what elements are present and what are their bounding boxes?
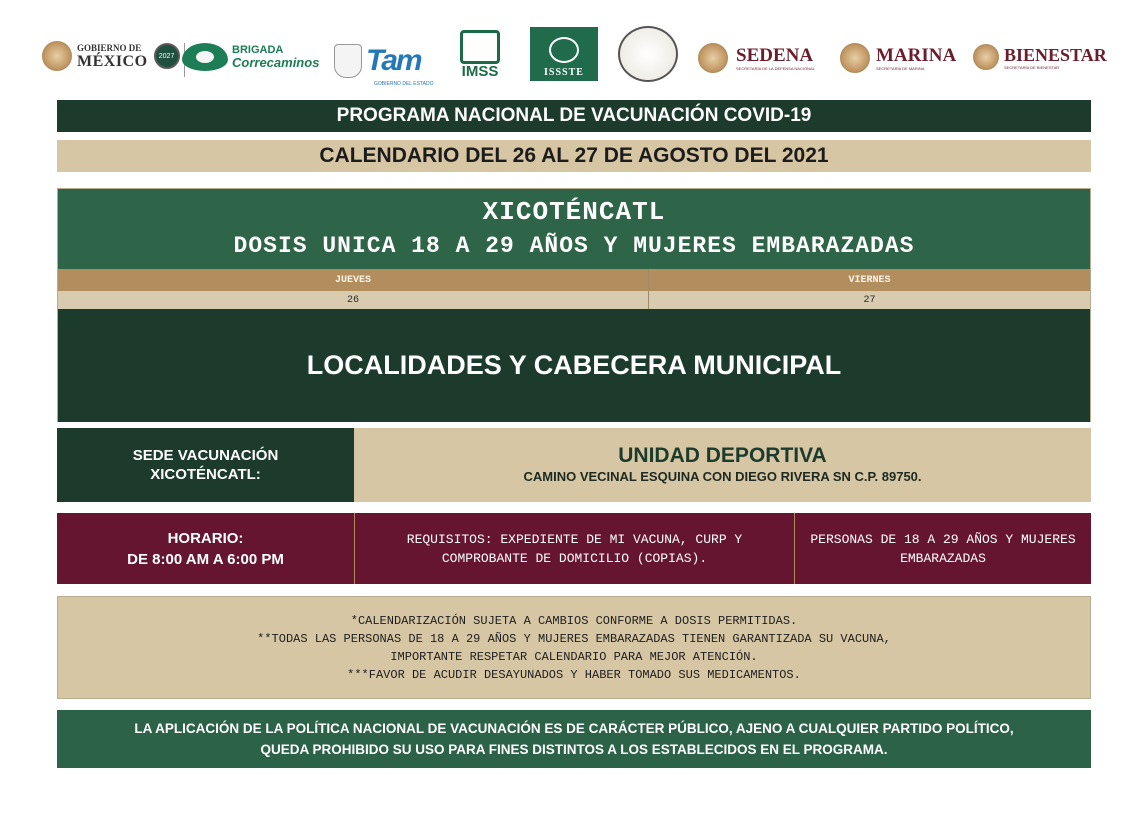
- venue-name: UNIDAD DEPORTIVA: [618, 444, 827, 467]
- municipality-name: XICOTÉNCATL: [482, 197, 666, 227]
- bienestar-logo: [973, 44, 1107, 70]
- requirements-text: REQUISITOS: EXPEDIENTE DE MI VACUNA, CURP Y COMPROBANTE DE DOMICILIO (COPIAS).: [354, 513, 794, 584]
- issste-emblem-icon: [549, 37, 579, 63]
- day-names-row: [58, 269, 1090, 291]
- day-name-thursday: JUEVES: [334, 274, 371, 286]
- schedule-hours: [57, 513, 354, 584]
- brigada-line2: Correcaminos: [232, 55, 320, 70]
- venue-details: [354, 428, 1091, 502]
- schedule-time: DE 8:00 AM A 6:00 PM: [127, 550, 284, 568]
- note-line: ***FAVOR DE ACUDIR DESAYUNADOS Y HABER TOMADO SUS MEDICAMENTOS.: [347, 667, 801, 682]
- footer-line1: LA APLICACIÓN DE LA POLÍTICA NACIONAL DE VACUNACIÓN ES DE CARÁCTER PÚBLICO, AJENO A CUALQUIER PARTIDO POLÍTICO,: [134, 721, 1014, 736]
- tamaulipas-shield-icon: [334, 44, 362, 78]
- card-header: [58, 189, 1090, 269]
- day-name-friday: VIERNES: [648, 269, 1090, 291]
- note-line: IMPORTANTE RESPETAR CALENDARIO PARA MEJOR ATENCIÓN.: [390, 649, 758, 664]
- bienestar-label: BIENESTAR: [1004, 44, 1107, 65]
- marina-seal-icon: [840, 43, 870, 73]
- program-title: PROGRAMA NACIONAL DE VACUNACIÓN COVID-19: [57, 100, 1091, 132]
- imss-label: IMSS: [461, 63, 499, 80]
- sedena-seal-icon: [698, 43, 728, 73]
- year-badge: 2027: [154, 43, 180, 69]
- bienestar-subtitle: SECRETARÍA DE BIENESTAR: [1004, 64, 1060, 70]
- eagle-seal-icon: [618, 26, 678, 82]
- venue-row: [57, 428, 1091, 502]
- national-seal-icon: [42, 41, 72, 71]
- brigada-correcaminos-logo: [182, 43, 319, 71]
- marina-subtitle: SECRETARÍA DE MARINA: [876, 65, 925, 71]
- bienestar-seal-icon: [973, 44, 999, 70]
- tam-wordmark: Tam: [366, 44, 421, 77]
- venue-label-line1: SEDE VACUNACIÓN: [132, 447, 279, 464]
- marina-label: MARINA: [876, 44, 957, 66]
- venue-label-line2: XICOTÉNCATL:: [150, 466, 261, 483]
- roadrunner-icon: [182, 43, 228, 71]
- legal-footer: [57, 710, 1091, 768]
- issste-label: ISSSTE: [544, 67, 584, 78]
- info-row: [57, 513, 1091, 584]
- day-number-friday: 27: [648, 291, 1090, 309]
- dose-group: DOSIS UNICA 18 A 29 AÑOS Y MUJERES EMBARAZADAS: [233, 233, 915, 259]
- brigada-line1: BRIGADA: [232, 44, 284, 56]
- imss-logo: [458, 30, 502, 80]
- venue-label: [57, 428, 354, 502]
- day-numbers-row: [58, 291, 1090, 309]
- eagle-seal-logo: [618, 26, 678, 82]
- localities-label: LOCALIDADES Y CABECERA MUNICIPAL: [58, 309, 1090, 422]
- note-line: **TODAS LAS PERSONAS DE 18 A 29 AÑOS Y MUJERES EMBARAZADAS TIENEN GARANTIZADA SU VACUNA,: [257, 631, 891, 646]
- calendar-title: CALENDARIO DEL 26 AL 27 DE AGOSTO DEL 2021: [57, 140, 1091, 172]
- marina-logo: [840, 43, 956, 73]
- logos-bar: [40, 24, 1110, 96]
- note-line: *CALENDARIZACIÓN SUJETA A CAMBIOS CONFORME A DOSIS PERMITIDAS.: [350, 613, 798, 628]
- target-people-text: PERSONAS DE 18 A 29 AÑOS Y MUJERES EMBARAZADAS: [794, 513, 1091, 584]
- gobierno-mexico-logo: [42, 41, 180, 71]
- footer-line2: QUEDA PROHIBIDO SU USO PARA FINES DISTINTOS A LOS ESTABLECIDOS EN EL PROGRAMA.: [260, 742, 888, 757]
- venue-address: CAMINO VECINAL ESQUINA CON DIEGO RIVERA SN C.P. 89750.: [523, 469, 922, 484]
- notes-box: [57, 596, 1091, 699]
- sedena-label: SEDENA: [736, 44, 814, 66]
- sedena-logo: [698, 43, 815, 73]
- tamaulipas-logo: [334, 41, 446, 87]
- gobierno-line1: GOBIERNO DE: [77, 42, 142, 53]
- issste-logo: [530, 27, 598, 81]
- gobierno-line2: MÉXICO: [77, 52, 148, 70]
- tam-subtitle: GOBIERNO DEL ESTADO: [374, 81, 434, 87]
- imss-emblem-icon: [460, 30, 500, 64]
- schedule-card: [57, 188, 1091, 422]
- schedule-label: HORARIO:: [167, 529, 244, 547]
- day-number-thursday: 26: [346, 294, 359, 306]
- sedena-subtitle: SECRETARÍA DE LA DEFENSA NACIONAL: [736, 65, 815, 71]
